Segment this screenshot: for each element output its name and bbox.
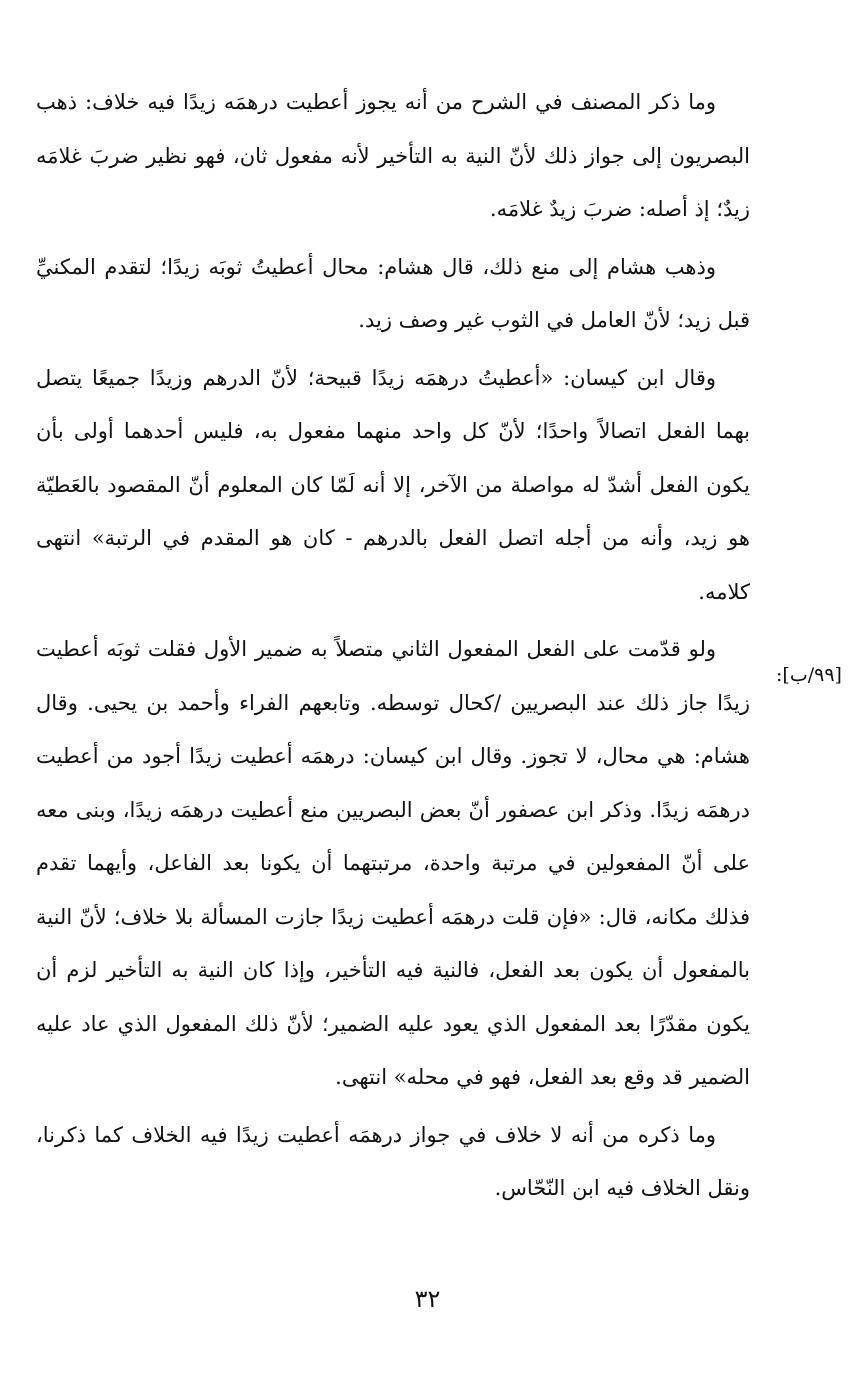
paragraph-5: وما ذكره من أنه لا خلاف في جواز درهمَه أعطيت زيدًا فيه الخلاف كما ذكرنا، ونقل الخلاف فيه ابن النّحّاس. (36, 1122, 750, 1200)
page-number: ٣٢ (414, 1285, 441, 1313)
paragraph-3: وقال ابن كيسان: «أعطيتُ درهمَه زيدًا قبيحة؛ لأنّ الدرهم وزيدًا جميعًا يتصل بهما الفعل اتصالاً واحدًا؛ لأنّ كل واحد منهما مفعول به، فليس أحدهما أولى بأن يكون الفعل أشدّ له مواصلة من الآخر، إلا أنه لَمّا كان المعلوم أنّ المقصود بالعَطيّة هو زيد، وأنه من أجله اتصل الفعل بالدرهم - كان هو المقدم في الرتبة» انتهى كلامه. (36, 365, 750, 604)
paragraph-2: وذهب هشام إلى منع ذلك، قال هشام: محال أعطيتُ ثوبَه زيدًا؛ لتقدم المكنيِّ قبل زيد؛ لأنّ العامل في الثوب غير وصف زيد. (36, 254, 750, 332)
main-text (36, 76, 750, 1220)
paragraph-1: وما ذكر المصنف في الشرح من أنه يجوز أعطيت درهمَه زيدًا فيه خلاف: ذهب البصريون إلى جواز ذلك لأنّ النية به التأخير لأنه مفعول ثان، فهو نظير ضربَ غلامَه زيدٌ؛ إذ أصله: ضربَ زيدٌ غلامَه. (36, 90, 750, 221)
folio-margin-note: [٩٩/ب]: (776, 664, 842, 686)
paragraph-4: ولو قدّمت على الفعل المفعول الثاني متصلاً به ضمير الأول فقلت ثوبَه أعطيت زيدًا جاز ذلك عند البصريين /كحال توسطه. وتابعهم الفراء وأحمد بن يحيى. وقال هشام: هي محال، لا تجوز. وقال ابن كيسان: درهمَه أعطيت زيدًا أجود من أعطيت درهمَه زيدًا. وذكر ابن عصفور أنّ بعض البصريين منع أعطيت درهمَه زيدًا، وبنى معه على أنّ المفعولين في مرتبة واحدة، مرتبتهما أن يكونا بعد الفاعل، وأيهما تقدم فذلك مكانه، قال: «فإن قلت درهمَه أعطيت زيدًا جازت المسألة بلا خلاف؛ لأنّ النية بالمفعول أن يكون بعد الفعل، فالنية فيه التأخير، وإذا كان النية به التأخير لزم أن يكون مقدّرًا بعد المفعول الذي يعود عليه الضمير؛ لأنّ ذلك المفعول الذي عاد عليه الضمير قد وقع بعد الفعل، فهو في محله» انتهى. (36, 637, 750, 1089)
